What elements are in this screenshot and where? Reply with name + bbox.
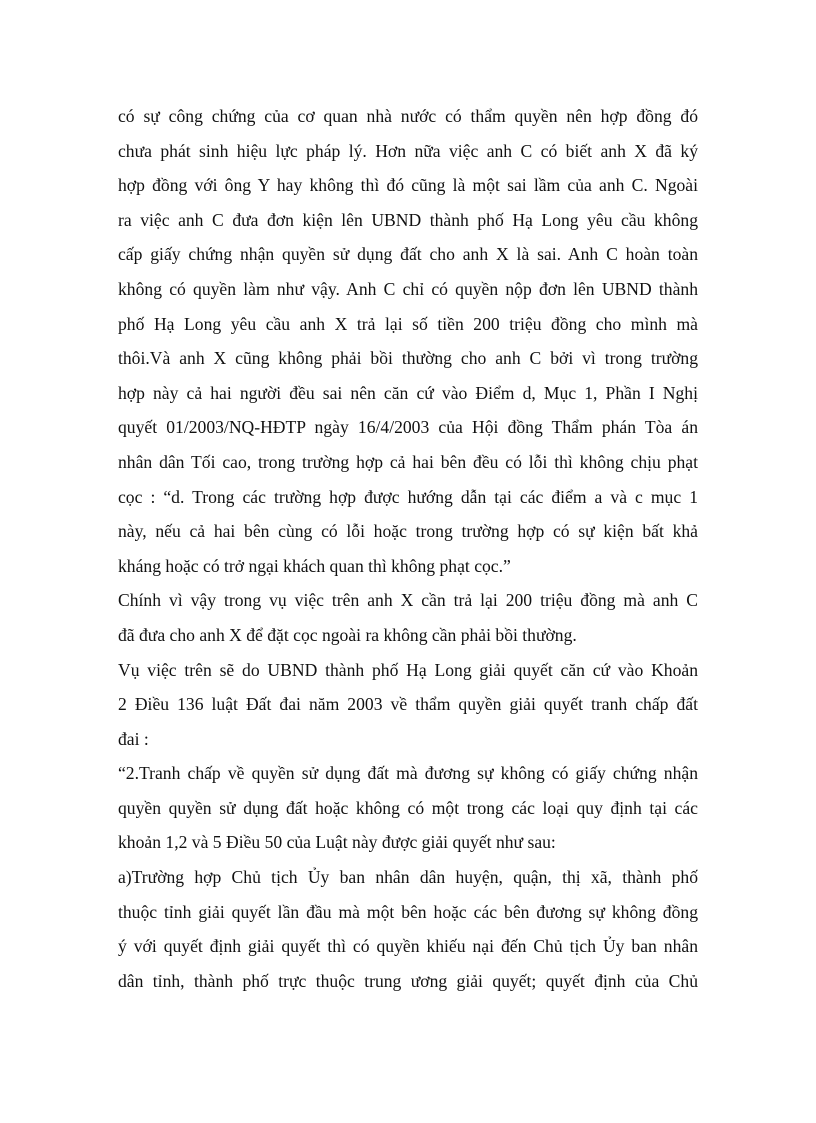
- text-line: không có quyền làm như vậy. Anh C chỉ có quyền nộp đơn lên UBND thành: [118, 278, 698, 299]
- text-line: hợp đồng với ông Y hay không thì đó cũng là một sai lầm của anh C. Ngoài: [118, 175, 698, 196]
- text-line: chưa phát sinh hiệu lực pháp lý. Hơn nữa việc anh C có biết anh X đã ký: [118, 140, 698, 161]
- text-line: ý với quyết định giải quyết thì có quyền khiếu nại đến Chủ tịch Ủy ban nhân: [118, 936, 698, 957]
- text-line: khoản 1,2 và 5 Điều 50 của Luật này được giải quyết như sau:: [118, 832, 556, 853]
- text-line: 2 Điều 136 luật Đất đai năm 2003 về thẩm quyền giải quyết tranh chấp đất: [118, 694, 698, 715]
- text-line: Vụ việc trên sẽ do UBND thành phố Hạ Long giải quyết căn cứ vào Khoản: [118, 659, 698, 680]
- text-line: cọc : “d. Trong các trường hợp được hướng dẫn tại các điểm a và c mục 1: [118, 486, 698, 507]
- paragraph: [118, 99, 698, 583]
- document-body: [118, 99, 698, 998]
- text-line: ra việc anh C đưa đơn kiện lên UBND thành phố Hạ Long yêu cầu không: [118, 209, 698, 230]
- text-line: đã đưa cho anh X để đặt cọc ngoài ra không cần phải bồi thường.: [118, 624, 577, 645]
- paragraph: [118, 653, 698, 757]
- text-line: có sự công chứng của cơ quan nhà nước có thẩm quyền nên hợp đồng đó: [118, 106, 698, 126]
- text-line: “2.Tranh chấp về quyền sử dụng đất mà đương sự không có giấy chứng nhận: [118, 763, 698, 784]
- text-line: a)Trường hợp Chủ tịch Ủy ban nhân dân huyện, quận, thị xã, thành phố: [118, 867, 698, 888]
- paragraph: [118, 860, 698, 998]
- text-line: nhân dân Tối cao, trong trường hợp cả hai bên đều có lỗi thì không chịu phạt: [118, 451, 698, 472]
- text-line: quyết 01/2003/NQ-HĐTP ngày 16/4/2003 của Hội đồng Thẩm phán Tòa án: [118, 417, 698, 438]
- text-line: dân tỉnh, thành phố trực thuộc trung ương giải quyết; quyết định của Chủ: [118, 970, 698, 991]
- text-line: đai :: [118, 728, 149, 749]
- text-line: quyền quyền sử dụng đất hoặc không có một trong các loại quy định tại các: [118, 797, 698, 818]
- text-line: Chính vì vậy trong vụ việc trên anh X cần trả lại 200 triệu đồng mà anh C: [118, 590, 698, 611]
- paragraph: [118, 583, 698, 652]
- paragraph: [118, 756, 698, 860]
- text-line: thuộc tỉnh giải quyết lần đầu mà một bên hoặc các bên đương sự không đồng: [118, 901, 698, 922]
- text-line: hợp này cả hai người đều sai nên căn cứ vào Điểm d, Mục 1, Phần I Nghị: [118, 382, 698, 403]
- text-line: kháng hoặc có trở ngại khách quan thì không phạt cọc.”: [118, 555, 511, 576]
- text-line: phố Hạ Long yêu cầu anh X trả lại số tiền 200 triệu đồng cho mình mà: [118, 313, 698, 334]
- text-line: này, nếu cả hai bên cùng có lỗi hoặc trong trường hợp có sự kiện bất khả: [118, 521, 698, 542]
- text-line: cấp giấy chứng nhận quyền sử dụng đất cho anh X là sai. Anh C hoàn toàn: [118, 244, 698, 265]
- text-line: thôi.Và anh X cũng không phải bồi thường cho anh C bởi vì trong trường: [118, 348, 698, 369]
